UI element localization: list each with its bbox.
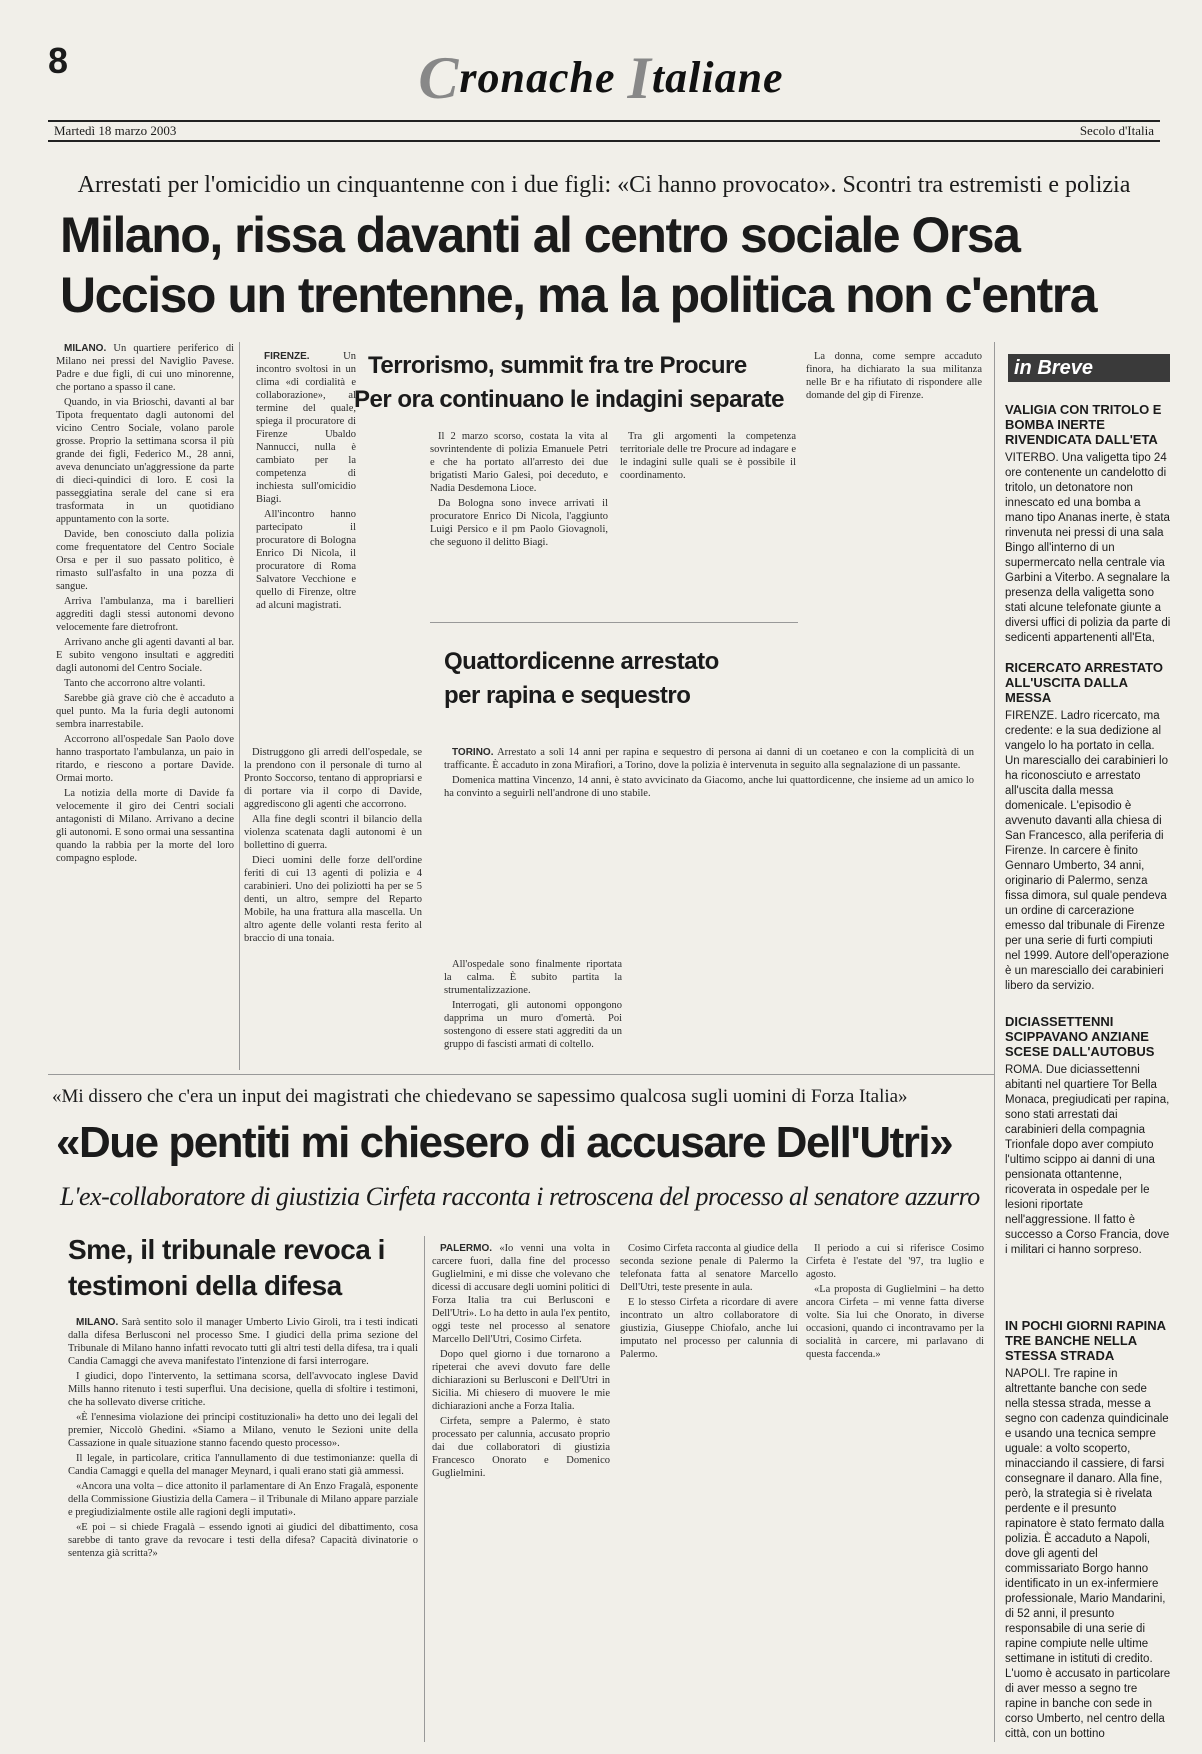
dellutri-column-2 — [620, 1242, 798, 1742]
top-story-paragraph: Tanto che accorrono altre volanti. — [64, 678, 206, 689]
top-story-paragraph: La notizia della morte di Davide fa velocemente il giro dei Centri sociali antagonisti di Milano. Arrivano a decine gli autonomi. E sono ormai una sessantina quando la rabbia per la morte del loro compagno esplode. — [56, 788, 234, 864]
top-story-paragraph: Davide, ben conosciuto dalla polizia come frequentatore del Centro Sociale Orsa e per il suo passato politico, è rimasto sull'asfalto in una pozza di sangue. — [56, 529, 234, 592]
issue-date: Martedì 18 marzo 2003 — [54, 123, 177, 138]
dellutri-place: PALERMO. — [440, 1243, 493, 1254]
top-story-paragraph: Arriva l'ambulanza, ma i barellieri aggrediti dagli stessi autonomi devono velocemente fare dietrofront. — [56, 596, 234, 633]
dellutri-quote: «Mi dissero che c'era un input dei magistrati che chiedevano se sapessimo qualcosa sugli uomini di Forza Italia» — [52, 1086, 908, 1107]
dellutri-paragraph: E lo stesso Cirfeta a ricordare di avere incontrato un altro collaboratore di giustizia, Giuseppe Chiofalo, anche lui imputato nel processo per calunnia di Palermo. — [620, 1297, 798, 1360]
sme-paragraph: I giudici, dopo l'intervento, la settimana scorsa, dell'avvocato inglese David Mills hanno ritenuto i testi superflui. Una decisione, quella di sfoltire i testimoni, che ha sollevato diverse critiche. — [68, 1371, 418, 1408]
in-breve-header — [1008, 354, 1170, 382]
quattordicenne-column-1 — [444, 746, 974, 936]
dellutri-paragraph: Dopo quel giorno i due tornarono a ripeterai che avevi dovuto fare delle dichiarazioni su Berlusconi e Dell'Utri in Sicilia. Mi chiesero di muovere le mie dichiarazioni anche a Forza Italia. — [432, 1349, 610, 1412]
dellutri-headline: «Due pentiti mi chiesero di accusare Dell'Utri» — [56, 1118, 953, 1167]
top-story-column-2 — [244, 746, 422, 1070]
breve-item-text: VITERBO. Una valigetta tipo 24 ore contenente un candelotto di tritolo, un detonatore non innescato ed una bomba a mano tipo Ananas inerte, è stata rinvenuta nei pressi di una sala Bingo all'interno di un supermercato nella centrale via Garbini a Viterbo. A segnalare la presenza della valigetta sono stati alcune telefonate giunte a diversi uffici di polizia da parte di sedicenti appartenenti all'Eta, — [1005, 452, 1171, 642]
sme-paragraph: Il legale, in particolare, critica l'annullamento di due testimonianze: quella di Candia Camaggi e quella del manager Meynard, i quali erano stati già ammessi. — [68, 1453, 418, 1477]
breve-item-text: FIRENZE. Ladro ricercato, ma credente: e la sua dedizione al vangelo lo ha portato in cella. Un maresciallo dei carabinieri lo ha riconosciuto e arrestato all'uscita dalla messa domenicale. L'episodio è avvenuto davanti alla chiesa di San Francesco, alla periferia di Firenze. In carcere è finito Gennaro Umberto, 34 anni, originario di Palermo, senza fissa dimora, sul quale pendeva un ordine di carcerazione emesso dal tribunale di Firenze per una serie di furti compiuti nel 1999. Autore dell'operazione è un maresciallo dei carabinieri libero da servizio. — [1005, 710, 1169, 992]
top-story-paragraph: Alla fine degli scontri il bilancio della violenza scatenata dagli autonomi è un bollettino di guerra. — [244, 814, 422, 851]
sme-column — [68, 1316, 418, 1742]
breve-item-head: IN POCHI GIORNI RAPINA TRE BANCHE NELLA STESSA STRADA — [1005, 1318, 1166, 1363]
dateline-bar — [48, 120, 1160, 142]
masthead-initial-c: C — [418, 45, 460, 111]
breve-item-text: NAPOLI. Tre rapine in altrettante banche con sede nella stessa strada, messe a segno con cadenza quindicinale e usando una tecnica sempre uguale: a volto scoperto, minacciando il cassiere, di farsi consegnare il danaro. Alla fine, però, la strategia si è rivelata perdente e il presunto rapinatore è stato fermato dalla polizia. È accaduto a Napoli, dove gli agenti del commissariato Borgo hanno identificato in un ex-infermiere professionale, Mario Mandarini, di 52 anni, il presunto responsabile di una serie di rapine compiute nelle ultime settimane in istituti di credito. L'uomo è accusato in particolare di aver messo a segno tre rapine in banche con sede in corso Umberto, nel centro della città, con un bottino — [1005, 1368, 1171, 1738]
quattordicenne-column-2 — [444, 958, 622, 1070]
breve-item — [1005, 1318, 1171, 1738]
top-story-paragraph: Un quartiere periferico di Milano nei pressi del Naviglio Pavese. Padre e due figli, di cui uno minorenne, che portano a spasso il cane. — [56, 343, 234, 393]
quattordicenne-paragraph: Interrogati, gli autonomi oppongono dapprima un muro d'omertà. Poi sostengono di essere stati aggrediti da un gruppo di fascisti armati di coltello. — [444, 1000, 622, 1050]
procure-column-3 — [620, 430, 796, 610]
column-rule — [424, 1236, 425, 1742]
top-story-paragraph: Dieci uomini delle forze dell'ordine feriti di cui 13 agenti di polizia e 4 carabinieri. Uno dei poliziotti ha per se 5 denti, un altro, sempre del Reparto Mobile, ha una frattura alla mascella. Un altro agente delle volanti resta ferito al braccio di una tonaia. — [244, 855, 422, 944]
section-rule — [48, 1074, 994, 1075]
top-story-place: MILANO. — [64, 343, 107, 354]
quattordicenne-paragraph: Arrestato a soli 14 anni per rapina e sequestro di persona ai danni di un coetaneo e con la complicità di un trafficante. È accaduto in zona Mirafiori, a Torino, dove la polizia è intervenuta in seguito alla segnalazione di un passante. — [444, 747, 974, 771]
quattordicenne-paragraph: All'ospedale sono finalmente riportata la calma. È subito partita la strumentalizzazione. — [444, 959, 622, 996]
sme-paragraph: «Ancora una volta – dice attonito il parlamentare di An Enzo Fragalà, esponente della Commissione Giustizia della Camera – il Tribunale di Milano appare parziale e pregiudizialmente ostile alle ragioni degli imputati». — [68, 1481, 418, 1518]
procure-paragraph: Un incontro svoltosi in un clima «di cordialità e collaborazione», al termine del quale, spiega il procuratore di Firenze Ubaldo Nannucci, nulla è cambiato per la competenza di inchiesta sull'omicidio Biagi. — [256, 351, 356, 505]
quattordicenne-place: TORINO. — [452, 747, 494, 758]
paper-name: Secolo d'Italia — [1079, 123, 1154, 138]
dellutri-paragraph: Cirfeta, sempre a Palermo, è stato processato per calunnia, accusato proprio dai due collaboratori di giustizia Francesco Onorato e Domenico Guglielmini. — [432, 1416, 610, 1479]
procure-column-4 — [806, 350, 982, 770]
page-number: 8 — [48, 40, 69, 81]
dellutri-paragraph: «Io venni una volta in carcere fuori, dalla fine del processo Guglielmini, e mi disse che volevano che dicessi di accusare degli uomini politici di Forza Italia tra cui Berlusconi e Dell'Utri». Lo ha detto in aula l'ex pentito, oggi teste nel processo al senatore Marcello Dell'Utri, Cosimo Cirfeta. — [432, 1243, 610, 1345]
dellutri-paragraph: Cosimo Cirfeta racconta al giudice della seconda sezione penale di Palermo la telefonata fatta al senatore Marcello Dell'Utri, teste presente in aula. — [620, 1243, 798, 1293]
quattordicenne-headline-2: per rapina e sequestro — [444, 682, 691, 709]
breve-item-head: RICERCATO ARRESTATO ALL'USCITA DALLA MESSA — [1005, 660, 1163, 705]
dellutri-column-1 — [432, 1242, 610, 1742]
box-rule — [430, 622, 798, 623]
top-story-paragraph: Quando, in via Brioschi, davanti al bar Tipota frequentato dagli autonomi del vicino Centro Sociale, volano parole grosse. Proprio la settimana scorsa il più grande dei figli, Federico M., 28 anni, aveva denunciato un'aggressione da parte di dieci-quindici di loro. E così la passeggiatina serale del cane si era trasformata in un quotidiano appuntamento con la sorte. — [56, 397, 234, 525]
top-story-paragraph: Sarebbe già grave ciò che è accaduto a quel punto. Ma la furia degli autonomi sembra inarrestabile. — [56, 693, 234, 730]
in-breve-title: Breve — [1037, 357, 1093, 379]
masthead-text-1: ronache — [459, 53, 628, 102]
breve-item-head: VALIGIA CON TRITOLO E BOMBA INERTE RIVENDICATA DALL'ETA — [1005, 402, 1162, 447]
quattordicenne-headline-1: Quattordicenne arrestato — [444, 648, 719, 675]
quattordicenne-paragraph: Domenica mattina Vincenzo, 14 anni, è stato avvicinato da Giacomo, anche lui quattordicenne, che insieme ad un amico lo ha convinto a seguirli nell'androne di uno stabile. — [444, 775, 974, 799]
breve-item-head: DICIASSETTENNI SCIPPAVANO ANZIANE SCESE DALL'AUTOBUS — [1005, 1014, 1155, 1059]
top-story-headline-2: Ucciso un trentenne, ma la politica non c'entra — [60, 267, 1097, 323]
dellutri-paragraph: «La proposta di Guglielmini – ha detto ancora Cirfeta – mi venne fatta diverse volte. Sia lui che Onorato, in diverse occasioni, quando ci incontravamo per la socialità in carcere, mi parlavano di questa faccenda.» — [806, 1284, 984, 1360]
procure-headline-2: Per ora continuano le indagini separate — [354, 386, 784, 413]
column-rule — [994, 342, 995, 1742]
procure-paragraph: Da Bologna sono invece arrivati il procuratore Enrico Di Nicola, l'aggiunto Luigi Persico e il pm Paolo Giovagnoli, che seguono il delitto Biagi. — [430, 498, 608, 548]
dellutri-column-3 — [806, 1242, 984, 1742]
masthead-text-2: taliane — [651, 53, 784, 102]
top-story-kicker: Arrestati per l'omicidio un cinquantenne con i due figli: «Ci hanno provocato». Scontri tra estremisti e polizia — [77, 172, 1131, 198]
column-rule — [239, 342, 240, 1070]
breve-item — [1005, 402, 1171, 642]
procure-paragraph: All'incontro hanno partecipato il procuratore di Bologna Enrico Di Nicola, il procuratore di Roma Salvatore Vecchione e quello di Firenze, oltre ad alcuni magistrati. — [256, 509, 356, 611]
dellutri-paragraph: Il periodo a cui si riferisce Cosimo Cirfeta è l'estate del '97, tra luglio e agosto. — [806, 1243, 984, 1280]
procure-place: FIRENZE. — [264, 351, 310, 362]
dellutri-subhead: L'ex-collaboratore di giustizia Cirfeta racconta i retroscena del processo al senatore azzurro — [60, 1182, 980, 1211]
procure-paragraph: Tra gli argomenti la competenza territoriale delle tre Procure ad indagare e le indagini sulle quali se è possibile il coordinamento. — [620, 431, 796, 481]
top-story-paragraph: Accorrono all'ospedale San Paolo dove hanno trasportato l'ambulanza, un paio in ritardo, e riescono a portare Davide. Ormai morto. — [56, 734, 234, 784]
top-story-column-1 — [56, 342, 234, 1070]
procure-headline-1: Terrorismo, summit fra tre Procure — [368, 352, 747, 379]
sme-paragraph: Sarà sentito solo il manager Umberto Livio Giroli, tra i testi indicati dalla difesa Berlusconi nel processo Sme. I giudici della prima sezione del Tribunale di Milano hanno infatti revocato tutti gli altri testi della difesa, tra i quali Candia Camaggi che aveva manifestato l'intenzione di farsi interrogare. — [68, 1317, 418, 1367]
top-story-paragraph: Distruggono gli arredi dell'ospedale, se la prendono con il personale di turno al Pronto Soccorso, tentano di appropriarsi e di portare via il corpo di Davide, aggrediscono gli agenti che accorrono. — [244, 747, 422, 810]
top-story-headline-1: Milano, rissa davanti al centro sociale Orsa — [60, 207, 1020, 263]
in-breve-in: in — [1014, 357, 1032, 379]
top-story-paragraph: Arrivano anche gli agenti davanti al bar. E subito vengono insultati e aggrediti dagli autonomi del Centro Sociale. — [56, 637, 234, 674]
section-masthead — [0, 44, 1202, 113]
sme-paragraph: «E poi – si chiede Fragalà – essendo ignoti ai giudici del dibattimento, cosa sarebbe di tanto grave da revocare i testi della difesa? Capacità divinatorie o sentenza già scritta?» — [68, 1522, 418, 1559]
procure-column-1 — [256, 350, 356, 740]
procure-paragraph: Il 2 marzo scorso, costata la vita al sovrintendente di polizia Emanuele Petri e che ha portato all'arresto dei due brigatisti Mario Galesi, poi deceduto, e Nadia Desdemona Lioce. — [430, 431, 608, 494]
sme-place: MILANO. — [76, 1317, 119, 1328]
sme-headline: Sme, il tribunale revoca i testimoni della difesa — [68, 1234, 385, 1301]
breve-item — [1005, 1014, 1171, 1304]
masthead-initial-i: I — [627, 45, 652, 111]
breve-item — [1005, 660, 1171, 1020]
sme-paragraph: «È l'ennesima violazione dei principi costituzionali» ha detto uno dei legali del premier, Niccolò Ghedini. «Siamo a Milano, venuto le Sezioni unite della Cassazione in quale situazione stanno facendo questo processo». — [68, 1412, 418, 1449]
breve-item-text: ROMA. Due diciassettenni abitanti nel quartiere Tor Bella Monaca, pregiudicati per rapina, sono stati arrestati dai carabinieri della compagnia Trionfale dopo aver compiuto l'ultimo scippo ai danni di una pensionata ottantenne, ricoverata in ospedale per le lesioni riportate nell'aggressione. Il fatto è successo a Corso Francia, dove i militari ci hanno sorpreso. — [1005, 1064, 1170, 1256]
procure-paragraph: La donna, come sempre accaduto finora, ha dichiarato la sua militanza nelle Br e ha rifiutato di rispondere alle domande del gip di Firenze. — [806, 351, 982, 401]
